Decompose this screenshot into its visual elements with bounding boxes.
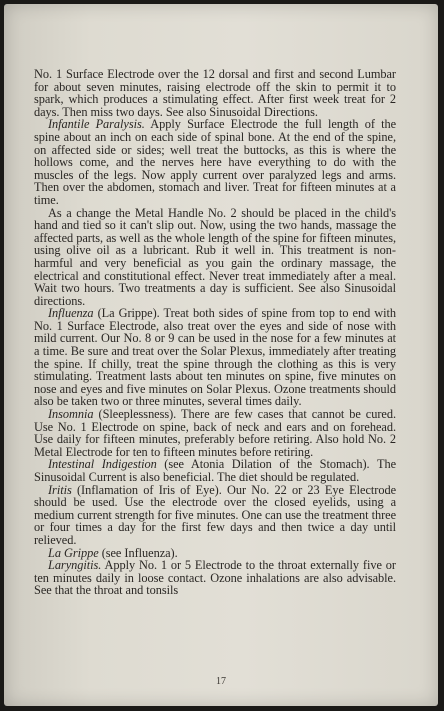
paragraph-heading: Insomnia [48, 407, 94, 422]
paragraph-spinal-treatment [34, 68, 396, 118]
paragraph-body: (see Atonia Dilation of the Stomach). The Sinusoidal Current is also beneficial. The diet should be regulated. [34, 457, 396, 484]
paragraph-heading: Influenza [48, 306, 94, 321]
paragraph-body: Apply No. 1 or 5 Electrode to the throat externally five or ten minutes daily in loose contact. Ozone inhalations are also advisable. See that the throat and tonsils [34, 558, 396, 598]
paragraph-body: (Sleeplessness). There are few cases that cannot be cured. Use No. 1 Electrode on spine, back of neck and ears and on forehead. Use daily for fifteen minutes, preferably before retiring. Also hold No. 2 Metal Electrode for ten to fifteen minutes before retiring. [34, 407, 396, 459]
paragraph-body: (see Influenza). [98, 545, 178, 560]
paragraph-heading: La Grippe [48, 545, 99, 560]
paragraph-infantile-paralysis [34, 118, 396, 206]
page-text [34, 68, 396, 597]
paragraph-heading: Infantile Paralysis. [48, 117, 145, 132]
paragraph-heading: Iritis [48, 482, 72, 497]
paragraph-laryngitis [34, 559, 396, 597]
paragraph-insomnia [34, 408, 396, 458]
paragraph-metal-handle-change [34, 207, 396, 308]
paragraph-body: (La Grippe). Treat both sides of spine from top to end with No. 1 Surface Electrode, also treat over the eyes and side of nose with mild current. Our No. 8 or 9 can be used in the nose for a few minutes at a time. Be sure and treat over the Solar Plexus, immediately after treating the spine. If chilly, treat the spine through the clothing as this is very stimulating. Treatment lasts about ten minutes on spine, five minutes on nose and eyes and five minutes on Solar Plexus. Ozone treatments should also be taken two or three minutes, several times daily. [34, 306, 396, 409]
paragraph-heading: Laryngitis. [48, 558, 102, 573]
paragraph-body: (Inflamation of Iris of Eye). Our No. 22 or 23 Eye Electrode should be used. Use the electrode over the closed eyelids, using a medium current strength for five minutes. One can use the treatment three or four times a day for the first few days and then twice a day until relieved. [34, 482, 396, 547]
page-number: 17 [216, 676, 226, 687]
paragraph-heading: Intestinal Indigestion [48, 457, 157, 472]
paragraph-body: No. 1 Surface Electrode over the 12 dorsal and first and second Lumbar for about seven minutes, raising electrode off the skin to permit it to spark, which produces a stimulating effect. After first week treat for 2 days. Then miss two days. See also Sinusoidal Directions. [34, 67, 396, 119]
paragraph-influenza [34, 307, 396, 408]
paragraph-body: As a change the Metal Handle No. 2 should be placed in the child's hand and tied so it can't slip out. Now, using the two hands, massage the affected parts, as well as the whole length of the spine for fifteen minutes, using olive oil as a lubricant. Rub it well in. This treatment is non-harmful and very beneficial as you gain the ordinary massage, the electrical and constitutional effect. Never treat immediately after a meal. Wait two hours. Two treatments a day is sufficient. See also Sinusoidal directions. [34, 205, 396, 308]
paragraph-body: Apply Surface Electrode the full length of the spine about an inch on each side of spinal bone. At the end of the spine, on affected side or sides; well treat the buttocks, as this is where the hollows come, and the nerves here have everything to do with the muscles of the legs. Now apply current over paralyzed legs and arms. Then over the abdomen, stomach and liver. Treat for fifteen minutes at a time. [34, 117, 396, 207]
book-page [4, 4, 438, 706]
paragraph-intestinal-indigestion [34, 458, 396, 483]
paragraph-iritis [34, 484, 396, 547]
